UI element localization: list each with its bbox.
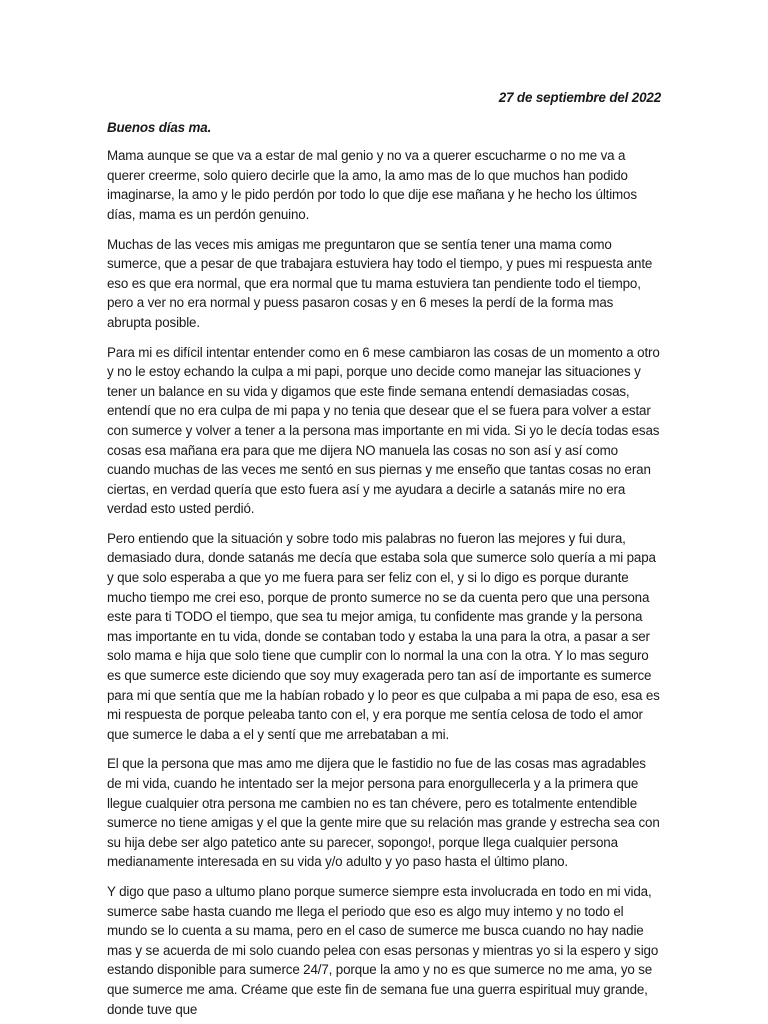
paragraph-6: Y digo que paso a ultumo plano porque sumerce siempre esta involucrada en todo en mi vida, sumerce sabe hasta cuando me llega el periodo que eso es algo muy intemo y no todo el mundo se lo cuenta a su mama, pero en el caso de sumerce me busca cuando no hay nadie mas y se acuerda de mi solo cuando pelea con esas personas y mientras yo si la espero y sigo estando disponible para sumerce 24/7, porque la amo y no es que sumerce no me ama, yo se que sumerce me ama. Créame que este fin de semana fue una guerra espiritual muy grande, donde tuve que <box>107 883 659 1017</box>
paragraph-2: Muchas de las veces mis amigas me preguntaron que se sentía tener una mama como sumerce, que a pesar de que trabajara estuviera hay todo el tiempo, y pues mi respuesta ante eso es que era normal, que era normal que tu mama estuviera tan pendiente todo el tiempo, pero a ver no era normal y puess pasaron cosas y en 6 meses la perdí de la forma mas abrupta posible. <box>107 236 653 330</box>
letter-greeting: Buenos días ma. <box>107 119 212 135</box>
paragraph-4: Pero entiendo que la situación y sobre todo mis palabras no fueron las mejores y fui dura, demasiado dura, donde satanás me decía que estaba sola que sumerce solo quería a mi papa y que solo esperaba a que yo me fuera para ser feliz con el, y si lo digo es porque durante mucho tiempo me crei eso, porque de pronto sumerce no se da cuenta pero que una persona este para ti TODO el tiempo, que sea tu mejor amiga, tu confidente mas grande y la persona mas importante en tu vida, donde se contaban todo y estaba la una para la otra, a pasar a ser solo mama e hija que solo tiene que cumplir con lo normal la una con la otra. Y lo mas seguro es que sumerce este diciendo que soy muy exagerada pero tan así de importante es sumerce para mi que sentía que me la habían robado y lo peor es que culpaba a mi papa de eso, esa es mi respuesta de porque peleaba tanto con el, y era porque me sentía celosa de todo el amor que sumerce le daba a el y sentí que me arrebataban a mi. <box>107 530 660 742</box>
paragraph-3: Para mi es difícil intentar entender como en 6 mese cambiaron las cosas de un momento a otro y no le estoy echando la culpa a mi papi, porque uno decide como manejar las situaciones y tener un balance en su vida y digamos que este finde semana entendí demasiadas cosas, entendí que no era culpa de mi papa y no tenia que desear que el se fuera para volver a estar con sumerce y volver a tener a la persona mas importante en mi vida. Si yo le decía todas esas cosas esa mañana era para que me dijera NO manuela las cosas no son así y así como cuando muchas de las veces me sentó en sus piernas y me enseño que tantas cosas no eran ciertas, en verdad quería que esto fuera así y me ayudara a decirle a satanás mire no era verdad esto usted perdió. <box>107 344 660 517</box>
paragraph-1: Mama aunque se que va a estar de mal genio y no va a querer escucharme o no me va a querer creerme, solo quiero decirle que la amo, la amo mas de lo que muchos han podido imaginarse, la amo y le pido perdón por todo lo que dije ese mañana y he hecho los últimos días, mama es un perdón genuino. <box>107 148 637 222</box>
letter-body <box>107 88 661 1024</box>
letter-date: 27 de septiembre del 2022 <box>498 90 661 105</box>
paragraph-5: El que la persona que mas amo me dijera que le fastidio no fue de las cosas mas agradables de mi vida, cuando he intentado ser la mejor persona para enorgullecerla y a la primera que llegue cualquier otra persona me cambien no es tan chévere, pero es totalmente entendible sumerce no tiene amigas y el que la gente mire que su relación mas grande y estrecha sea con su hija debe ser algo patetico ante su parecer, sopongo!, porque llega cualquier persona medianamente interesada en su vida y/o adulto y yo paso hasta el último plano. <box>107 756 660 870</box>
